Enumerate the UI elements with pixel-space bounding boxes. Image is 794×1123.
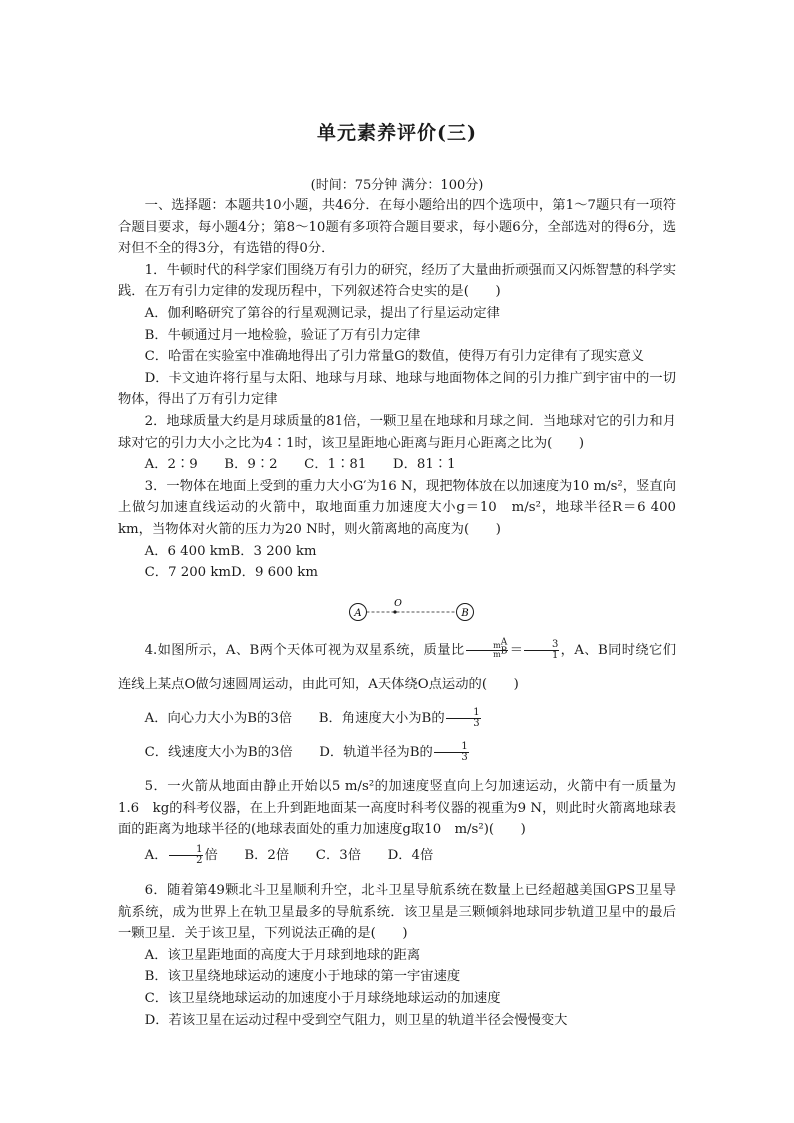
exam-meta: (时间：75分钟 满分：100分) [310, 178, 484, 193]
q4-options-cd: C．线速度大小为B的3倍 D．轨道半径为B的 $\frac{1}{3}$ [144, 741, 468, 763]
q2-stem: 2．地球质量大约是月球质量的81倍，一颗卫星在地球和月球之间．当地球对它的引力和月球对它的引力大小之比为4∶1时，该卫星距地心距离与距月心距离之比为( ) [118, 413, 676, 451]
q1-stem: 1．牛顿时代的科学家们围绕万有引力的研究，经历了大量曲折顽强而又闪烁智慧的科学实践．在万有引力定律的发现历程中，下列叙述符合史实的是( ) [118, 262, 676, 300]
questions-block-1 [118, 195, 676, 584]
question-5 [118, 776, 676, 871]
q1-option-a: A．伽利略研究了第谷的行星观测记录，提出了行星运动定律 [144, 305, 500, 321]
q4-fraction-d: $\frac{1}{3}$ [434, 742, 469, 763]
page-title: 单元素养评价(三) [317, 122, 477, 144]
q5-stem: 5．一火箭从地面由静止开始以5 m/s²的加速度竖直向上匀加速运动，火箭中有一质量为1.6 kg的科考仪器，在上升到距地面某一高度时科考仪器的视重为9 N，则此时火箭离地球表面的距离为地球半径的(地球表面处的重力加速度g取10 m/s²)( ) [118, 779, 676, 838]
q3-stem: 3．一物体在地面上受到的重力大小G′为16 N，现把物体放在以加速度为10 m/s²，竖直向上做匀加速直线运动的火箭中，取地面重力加速度大小g＝10 m/s²，地球半径R＝6 400 km，当物体对火箭的压力为20 N时，则火箭离地的高度为( ) [118, 478, 676, 537]
q1-option-d: D．卡文迪许将行星与太阳、地球与月球、地球与地面物体之间的引力推广到宇宙中的一切物体，得出了万有引力定律 [118, 370, 676, 408]
center-point-o [393, 610, 396, 613]
question-4 [118, 634, 676, 770]
q1-option-c: C．哈雷在实验室中准确地得出了引力常量G的数值，使得万有引力定律有了现实意义 [144, 349, 645, 365]
q5-fraction-a: $\frac{1}{2}$ [169, 845, 204, 866]
q6-stem: 6．随着第49颗北斗卫星顺利升空，北斗卫星导航系统在数量上已经超越美国GPS卫星导航系统，成为世界上在轨卫星最多的导航系统．该卫星是三颗倾斜地球同步轨道卫星中的最后一颗卫星．关于该卫星，下列说法正确的是( ) [118, 883, 676, 942]
q4-fraction-b: $\frac{1}{3}$ [446, 708, 481, 729]
q4-options-ab: A．向心力大小为B的3倍 B．角速度大小为B的 $\frac{1}{3}$ [144, 707, 480, 729]
q5-options: A． $\frac{1}{2}$ 倍 B．2倍 C．3倍 D．4倍 [144, 843, 434, 866]
star-b-label: B [461, 608, 469, 619]
q3-options-cd: C．7 200 kmD．9 600 km [144, 565, 318, 581]
section-instructions: 一、选择题：本题共10小题，共46分．在每小题给出的四个选项中，第1～7题只有一项符合题目要求，每小题4分；第8～10题有多项符合题目要求，每小题6分，全部选对的得6分，选对但不全的得3分，有选错的得0分． [118, 198, 676, 257]
center-label-o: O [394, 598, 402, 609]
mass-ratio-value: $\frac{3}{1}$ [524, 640, 559, 661]
q6-option-a: A．该卫星距地面的高度大于月球到地球的距离 [144, 947, 421, 963]
binary-star-figure [340, 596, 480, 626]
q2-options: A．2∶9 B．9∶2 C．1∶81 D．81∶1 [144, 457, 456, 473]
q4-stem: 4.如图所示，A、B两个天体可视为双星系统，质量比 $\frac{m^A}{m^B}$ ＝ $\frac{3}{1}$ ，A、B同时绕它们连线上某点O做匀速圆周运动，由此可知，A天体绕O点运动的( ) [118, 637, 676, 692]
mass-ratio-symbol: $\frac{m^A}{m^B}$ [466, 642, 509, 659]
q1-option-b: B．牛顿通过月一地检验，验证了万有引力定律 [144, 327, 421, 343]
q6-option-c: C．该卫星绕地球运动的加速度小于月球绕地球运动的加速度 [144, 990, 501, 1006]
q3-options-ab: A．6 400 kmB．3 200 km [144, 543, 317, 559]
q6-option-b: B．该卫星绕地球运动的速度小于地球的第一宇宙速度 [144, 969, 461, 985]
q6-option-d: D．若该卫星在运动过程中受到空气阻力，则卫星的轨道半径会慢慢变大 [144, 1012, 568, 1028]
question-6 [118, 880, 676, 1031]
star-a-label: A [354, 608, 362, 619]
